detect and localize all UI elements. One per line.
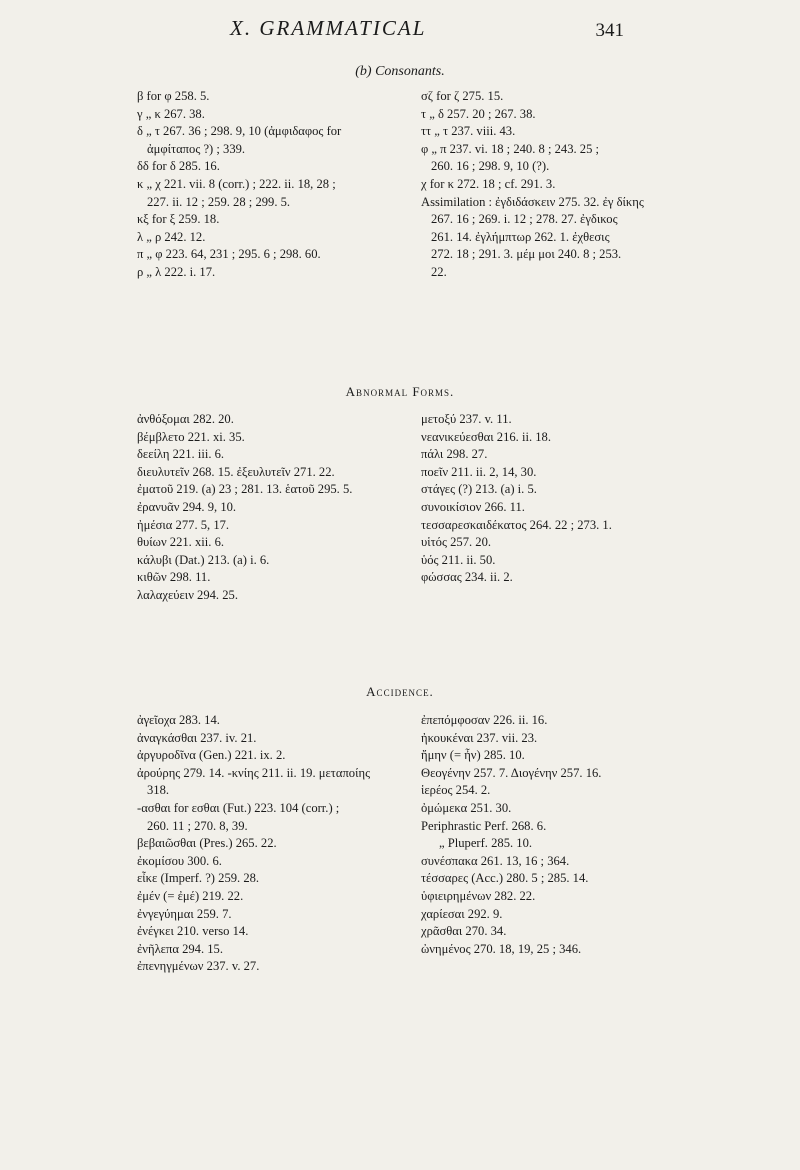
- index-entry: κάλυβι (Dat.) 213. (a) i. 6.: [137, 552, 270, 567]
- index-entry: ἐρανυᾶν 294. 9, 10.: [137, 499, 237, 514]
- index-entry: ἠκουκέναι 237. vii. 23.: [421, 730, 538, 745]
- index-entry: δδ for δ 285. 16.: [137, 159, 220, 174]
- index-entry: ὑός 211. ii. 50.: [421, 552, 496, 567]
- index-entry: κιθῶν 298. 11.: [137, 570, 211, 585]
- index-entry: τ „ δ 257. 20 ; 267. 38.: [421, 106, 536, 121]
- accidence-left-column: [137, 712, 370, 976]
- index-entry: κ „ χ 221. vii. 8 (corr.) ; 222. ii. 18, 28 ;: [137, 176, 336, 191]
- index-entry: διευλυτεῖν 268. 15. ἐξευλυτεῖν 271. 22.: [137, 464, 335, 479]
- index-entry: ἀναγκάσθαι 237. iv. 21.: [137, 730, 257, 745]
- index-entry: ἐνέγκει 210. verso 14.: [137, 924, 249, 939]
- index-entry: ἤμην (= ἦν) 285. 10.: [421, 748, 525, 763]
- index-entry: ὀμώμεκα 251. 30.: [421, 800, 512, 815]
- index-entry: κξ for ξ 259. 18.: [137, 212, 220, 227]
- abnormal-right-column: [421, 411, 612, 587]
- index-entry: ἐνῆλεπα 294. 15.: [137, 941, 223, 956]
- index-entry: μετοξύ 237. v. 11.: [421, 412, 512, 426]
- index-entry: ἐματοῦ 219. (a) 23 ; 281. 13. ἑατοῦ 295. 5.: [137, 482, 353, 497]
- index-entry: χρᾶσθαι 270. 34.: [421, 924, 507, 939]
- section-title-abnormal-forms: Abnormal Forms.: [345, 384, 455, 399]
- index-entry: ἀγεῖοχα 283. 14.: [137, 713, 220, 727]
- index-entry: Θεογένην 257. 7. Διογένην 257. 16.: [421, 765, 602, 780]
- index-entry: π „ φ 223. 64, 231 ; 295. 6 ; 298. 60.: [137, 247, 321, 262]
- index-entry: εἶκε (Imperf. ?) 259. 28.: [137, 871, 260, 886]
- subsection-title: (b) Consonants.: [355, 64, 445, 79]
- index-entry: ἱερέος 254. 2.: [421, 783, 491, 798]
- index-entry: 318.: [147, 783, 170, 798]
- section-title-accidence: Accidence.: [366, 684, 434, 699]
- index-entry: ἐνγεγύημαι 259. 7.: [137, 906, 232, 921]
- index-entry: ἐπεπόμφοσαν 226. ii. 16.: [421, 713, 548, 727]
- index-entry: συνέσπακα 261. 13, 16 ; 364.: [421, 853, 570, 868]
- index-entry: ἀνθόξομαι 282. 20.: [137, 412, 234, 426]
- index-entry: 227. ii. 12 ; 259. 28 ; 299. 5.: [147, 194, 291, 209]
- index-entry: Assimilation : ἐγδιδάσκειν 275. 32. ἐγ δίκης: [421, 194, 644, 209]
- index-entry: χ for κ 272. 18 ; cf. 291. 3.: [421, 176, 556, 191]
- index-entry: νεανικεύεσθαι 216. ii. 18.: [421, 429, 552, 444]
- index-entry: ἠμέσια 277. 5, 17.: [137, 517, 230, 532]
- index-entry: ἐπενηγμένων 237. v. 27.: [137, 959, 260, 974]
- page-number: 341: [595, 20, 624, 41]
- index-entry: δεείλη 221. iii. 6.: [137, 447, 225, 462]
- index-entry: 260. 11 ; 270. 8, 39.: [147, 818, 248, 833]
- index-entry: ἀργυροδῖνα (Gen.) 221. ix. 2.: [137, 748, 286, 763]
- index-entry: στάγες (?) 213. (a) i. 5.: [421, 482, 537, 497]
- index-entry: βεβαιῶσθαι (Pres.) 265. 22.: [137, 836, 277, 851]
- index-entry: ὠνημένος 270. 18, 19, 25 ; 346.: [421, 941, 582, 956]
- index-entry: ἐκομίσου 300. 6.: [137, 853, 222, 868]
- running-head: X. GRAMMATICAL: [230, 16, 427, 40]
- index-entry: θυίων 221. xii. 6.: [137, 535, 225, 550]
- index-entry: β for φ 258. 5.: [137, 89, 210, 103]
- consonants-right-column: [421, 88, 644, 282]
- index-entry: -ασθαι for εσθαι (Fut.) 223. 104 (corr.) ;: [137, 800, 340, 815]
- index-entry: φώσσας 234. ii. 2.: [421, 570, 513, 585]
- index-entry: ἀρούρης 279. 14. -κνίης 211. ii. 19. μεταποίης: [137, 765, 371, 780]
- consonants-left-column: [137, 88, 341, 282]
- index-entry: γ „ κ 267. 38.: [137, 106, 205, 121]
- index-entry: ττ „ τ 237. viii. 43.: [421, 124, 516, 139]
- index-entry: ἀμφίταπος ?) ; 339.: [147, 141, 246, 156]
- index-entry: 272. 18 ; 291. 3. μέμ μοι 240. 8 ; 253.: [431, 247, 622, 262]
- index-entry: 267. 16 ; 269. i. 12 ; 278. 27. ἐγδικος: [431, 212, 618, 227]
- index-entry: 260. 16 ; 298. 9, 10 (?).: [431, 159, 550, 174]
- page-header: [0, 14, 800, 44]
- index-entry: τέσσαρες (Acc.) 280. 5 ; 285. 14.: [421, 871, 589, 886]
- accidence-right-column: [421, 712, 601, 958]
- index-entry: υἱτός 257. 20.: [421, 535, 492, 550]
- index-entry: λ „ ρ 242. 12.: [137, 229, 206, 244]
- index-entry: πάλι 298. 27.: [421, 447, 488, 462]
- abnormal-left-column: [137, 411, 352, 605]
- index-entry: ποεῖν 211. ii. 2, 14, 30.: [421, 464, 537, 479]
- index-entry: ἐμέν (= ἐμέ) 219. 22.: [137, 888, 244, 903]
- index-entry: 22.: [431, 264, 447, 279]
- index-entry: σζ for ζ 275. 15.: [421, 89, 504, 103]
- index-entry: φ „ π 237. vi. 18 ; 240. 8 ; 243. 25 ;: [421, 141, 600, 156]
- index-entry: ρ „ λ 222. i. 17.: [137, 264, 216, 279]
- index-entry: βέμβλετο 221. xi. 35.: [137, 429, 245, 444]
- index-entry: χαρίεσαι 292. 9.: [421, 906, 503, 921]
- index-entry: „ Pluperf. 285. 10.: [439, 836, 533, 851]
- index-entry: δ „ τ 267. 36 ; 298. 9, 10 (ἀμφιδαφος for: [137, 124, 342, 139]
- index-entry: Periphrastic Perf. 268. 6.: [421, 818, 547, 833]
- index-entry: λαλαχεύειν 294. 25.: [137, 587, 238, 602]
- index-entry: ὑφιειρημένων 282. 22.: [421, 888, 536, 903]
- index-entry: 261. 14. ἐγλήμπτωρ 262. 1. ἐχθεσις: [431, 229, 610, 244]
- index-entry: συνοικίσιον 266. 11.: [421, 499, 525, 514]
- index-entry: τεσσαρεσκαιδέκατος 264. 22 ; 273. 1.: [421, 517, 612, 532]
